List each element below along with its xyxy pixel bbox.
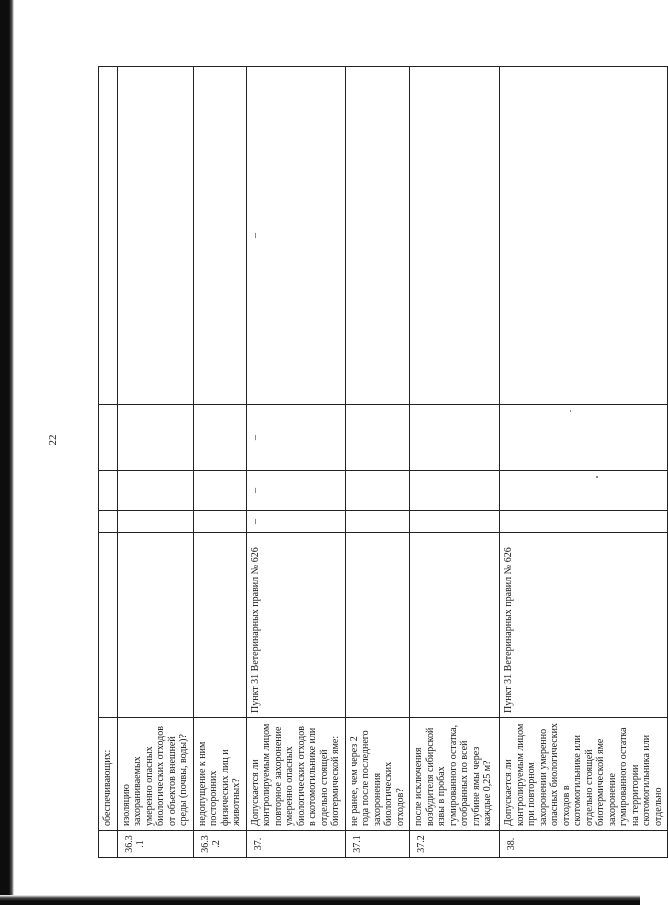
answer-cell <box>193 471 246 511</box>
answer-cell: – <box>246 511 345 533</box>
answer-cell <box>117 511 193 533</box>
scan-speck <box>570 410 571 412</box>
answer-cell <box>345 67 410 405</box>
scan-edge-left <box>0 0 14 905</box>
row-number: 36.3.2 <box>193 831 246 858</box>
answer-cell <box>500 405 668 471</box>
row-reference <box>345 533 410 718</box>
table-row <box>117 67 193 858</box>
row-question: после исключения возбудителя сибирской язвы в пробах гумированного остатка, отобранных по всей глубине ямы через каждые 0,25 м? <box>410 718 500 831</box>
table-row <box>345 67 410 858</box>
answer-cell <box>117 67 193 405</box>
table-row <box>99 67 118 858</box>
answer-cell <box>500 471 668 511</box>
checklist-grid <box>98 66 668 858</box>
row-number: 36.3.1 <box>117 831 193 858</box>
checklist-table-rotated <box>98 67 664 858</box>
row-reference: Пункт 31 Ветеринарных правил № 626 <box>500 533 668 718</box>
answer-cell <box>410 67 500 405</box>
answer-cell: – <box>246 67 345 405</box>
row-question: не ранее, чем через 2 года после последнего захоронения биологических отходов? <box>345 718 410 831</box>
page-number: 22 <box>47 434 59 446</box>
row-question: Допускается ли контролируемым лицом при повторном захоронении умеренно опасных биологических отходов в скотомогильнике или отдельно стоящей биотермической яме захоронение гумированного остатка на территории скотомогильника или отдельно <box>500 718 668 831</box>
answer-cell <box>410 511 500 533</box>
answer-cell <box>345 511 410 533</box>
row-number: 37.2 <box>410 831 500 858</box>
row-question: недопущение к ним посторонних физических лиц и животных? <box>193 718 246 831</box>
answer-cell <box>117 405 193 471</box>
table-row <box>246 67 345 858</box>
checklist-table <box>98 67 664 858</box>
answer-cell: – <box>246 471 345 511</box>
row-reference: Пункт 31 Ветеринарных правил № 626 <box>246 533 345 718</box>
answer-cell <box>193 511 246 533</box>
answer-cell <box>410 471 500 511</box>
row-number <box>99 831 118 858</box>
answer-cell <box>345 405 410 471</box>
scan-speck <box>596 476 598 478</box>
row-question: изоляцию захораниваемых умеренно опасных биологических отходов от объектов внешней среды (почвы, воды)? <box>117 718 193 831</box>
answer-cell <box>345 471 410 511</box>
answer-cell <box>99 405 118 471</box>
table-row <box>500 67 668 858</box>
answer-cell <box>500 67 668 405</box>
row-reference <box>117 533 193 718</box>
row-reference <box>410 533 500 718</box>
answer-cell <box>193 67 246 405</box>
row-number: 38. <box>500 831 668 858</box>
answer-cell <box>99 511 118 533</box>
answer-cell: – <box>246 405 345 471</box>
answer-cell <box>500 511 668 533</box>
answer-cell <box>99 471 118 511</box>
answer-cell <box>117 471 193 511</box>
answer-cell <box>410 405 500 471</box>
answer-cell <box>193 405 246 471</box>
row-question: обеспечивающих: <box>99 718 118 831</box>
row-question: Допускается ли контролируемым лицом повторное захоронение умеренно опасных биологических отходов в скотомогильнике или отдельно стоящей биотермической яме: <box>246 718 345 831</box>
row-number: 37.1 <box>345 831 410 858</box>
row-reference <box>99 533 118 718</box>
row-number: 37. <box>246 831 345 858</box>
answer-cell <box>99 67 118 405</box>
table-row <box>410 67 500 858</box>
scan-edge-bottom <box>0 895 640 905</box>
table-row <box>193 67 246 858</box>
row-reference <box>193 533 246 718</box>
